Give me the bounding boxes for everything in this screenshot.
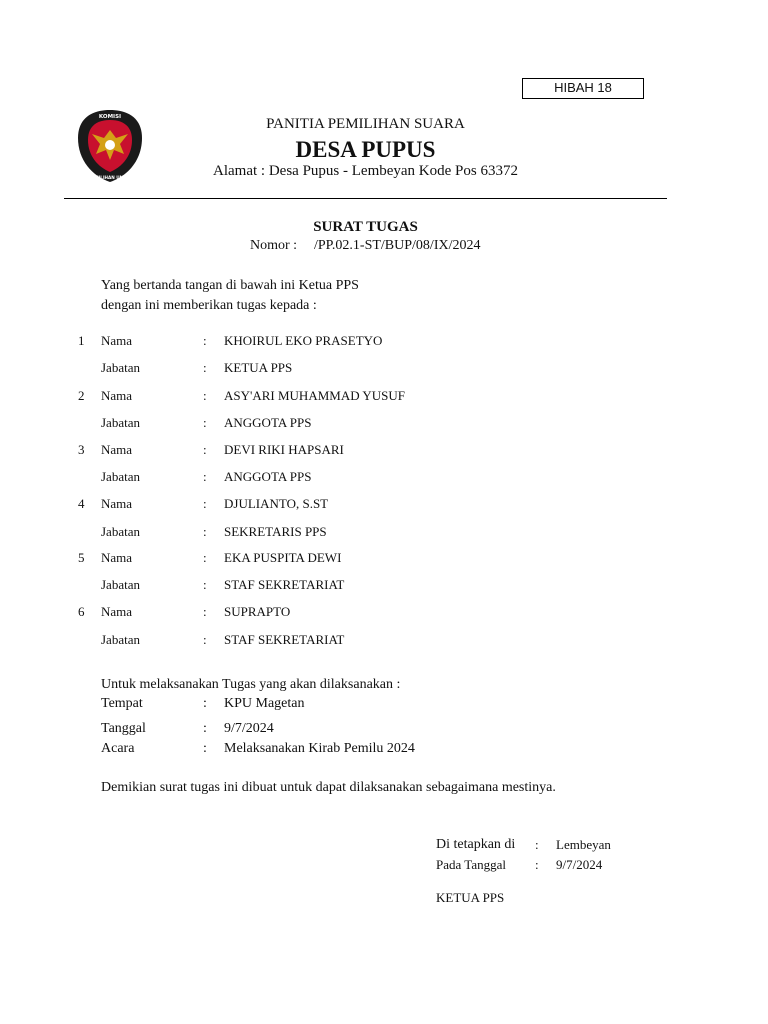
colon: : (203, 741, 207, 756)
event-value: Melaksanakan Kirab Pemilu 2024 (224, 741, 415, 756)
officer-number: 4 (78, 496, 85, 511)
date-value: 9/7/2024 (224, 721, 274, 736)
officer-position: STAF SEKRETARIAT (224, 577, 345, 592)
sign-date-label: Pada Tanggal (436, 857, 506, 872)
officer-number: 5 (78, 550, 85, 565)
header-divider (64, 198, 667, 199)
place-value: KPU Magetan (224, 696, 305, 711)
position-label: Jabatan (101, 632, 140, 647)
set-at-value: Lembeyan (556, 837, 611, 852)
colon: : (203, 333, 207, 348)
set-at-label: Di tetapkan di (436, 837, 516, 852)
colon: : (203, 388, 207, 403)
colon: : (535, 837, 539, 852)
name-label: Nama (101, 333, 133, 348)
sign-date-value: 9/7/2024 (556, 857, 603, 872)
org-name: PANITIA PEMILIHAN SUARA (266, 116, 465, 132)
colon: : (535, 857, 539, 872)
officer-name: EKA PUSPITA DEWI (224, 550, 342, 565)
place-label: Tempat (101, 696, 143, 711)
colon: : (203, 469, 207, 484)
closing-statement: Demikian surat tugas ini dibuat untuk dapat dilaksanakan sebagaimana mestinya. (101, 780, 556, 795)
intro-line-1: Yang bertanda tangan di bawah ini Ketua PPS (101, 278, 359, 293)
colon: : (203, 360, 207, 375)
officer-name: ASY'ARI MUHAMMAD YUSUF (224, 388, 405, 403)
colon: : (203, 696, 207, 711)
colon: : (203, 577, 207, 592)
officer-position: ANGGOTA PPS (224, 469, 312, 484)
number-label: Nomor : (250, 238, 298, 253)
position-label: Jabatan (101, 360, 140, 375)
name-label: Nama (101, 442, 133, 457)
colon: : (203, 550, 207, 565)
officer-position: KETUA PPS (224, 360, 293, 375)
name-label: Nama (101, 496, 133, 511)
intro-line-2: dengan ini memberikan tugas kepada : (101, 298, 317, 313)
officer-number: 2 (78, 388, 85, 403)
logo-text-bottom: PEMILIHAN UMUM (88, 175, 132, 180)
colon: : (203, 496, 207, 511)
officer-name: SUPRAPTO (224, 604, 291, 619)
position-label: Jabatan (101, 577, 140, 592)
colon: : (203, 604, 207, 619)
logo-text-top: KOMISI (98, 114, 122, 120)
officer-position: STAF SEKRETARIAT (224, 632, 345, 647)
document-title: SURAT TUGAS (313, 219, 418, 235)
event-label: Acara (101, 741, 135, 756)
officer-number: 1 (78, 333, 85, 348)
task-intro: Untuk melaksanakan Tugas yang akan dilaksanakan : (101, 677, 401, 692)
village-name: DESA PUPUS (295, 137, 436, 162)
address: Alamat : Desa Pupus - Lembeyan Kode Pos 63372 (213, 163, 518, 179)
name-label: Nama (101, 604, 133, 619)
number-value: /PP.02.1-ST/BUP/08/IX/2024 (314, 238, 481, 253)
colon: : (203, 632, 207, 647)
colon: : (203, 442, 207, 457)
officer-position: SEKRETARIS PPS (224, 524, 327, 539)
colon: : (203, 415, 207, 430)
officer-name: DEVI RIKI HAPSARI (224, 442, 344, 457)
name-label: Nama (101, 388, 133, 403)
date-label: Tanggal (101, 721, 146, 736)
position-label: Jabatan (101, 415, 140, 430)
colon: : (203, 524, 207, 539)
colon: : (203, 721, 207, 736)
officer-name: DJULIANTO, S.ST (224, 496, 329, 511)
name-label: Nama (101, 550, 133, 565)
hibah-label: HIBAH 18 (522, 78, 644, 99)
position-label: Jabatan (101, 469, 140, 484)
officer-number: 6 (78, 604, 85, 619)
position-label: Jabatan (101, 524, 140, 539)
officer-name: KHOIRUL EKO PRASETYO (224, 333, 383, 348)
officer-number: 3 (78, 442, 85, 457)
signer-title: KETUA PPS (436, 890, 505, 905)
officer-position: ANGGOTA PPS (224, 415, 312, 430)
